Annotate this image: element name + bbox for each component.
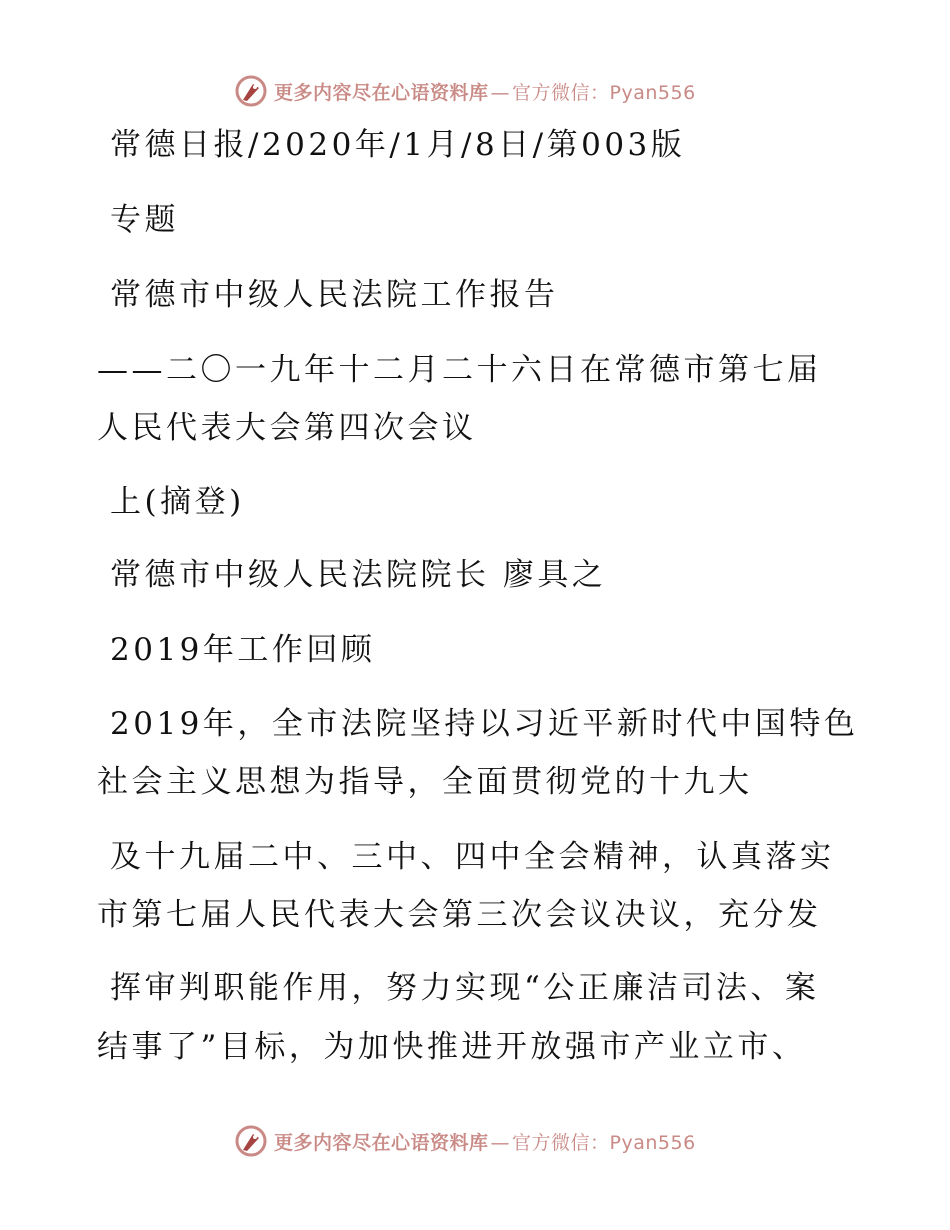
doc-line-subtitle-1: ——二〇一九年十二月二十六日在常德市第七届: [97, 352, 822, 388]
doc-line-body-2: 社会主义思想为指导，全面贯彻党的十九大: [97, 764, 753, 800]
pen-nib-circle-icon: [234, 1124, 268, 1158]
doc-line-source: 常德日报/2020年/1月/8日/第003版: [110, 127, 686, 163]
doc-line-author: 常德市中级人民法院院长 廖具之: [110, 557, 607, 593]
doc-line-body-3: 及十九届二中、三中、四中全会精神，认真落实: [110, 839, 835, 875]
doc-line-body-6: 结事了”目标，为加快推进开放强市产业立市、: [97, 1029, 807, 1065]
doc-line-subtitle-3: 上(摘登): [110, 484, 245, 520]
footer-watermark: [234, 1121, 696, 1161]
watermark-text: 更多内容尽在心语资料库 — 官方微信：Pyan556: [274, 1131, 696, 1154]
pen-nib-circle-icon: [234, 74, 268, 108]
doc-line-body-1: 2019年，全市法院坚持以习近平新时代中国特色: [110, 706, 859, 742]
doc-line-section: 专题: [110, 202, 179, 238]
doc-line-body-4: 市第七届人民代表大会第三次会议决议，充分发: [97, 897, 822, 933]
watermark-text: 更多内容尽在心语资料库 — 官方微信：Pyan556: [274, 81, 696, 104]
doc-line-subtitle-2: 人民代表大会第四次会议: [97, 410, 477, 446]
doc-line-heading: 2019年工作回顾: [110, 632, 376, 668]
doc-line-title: 常德市中级人民法院工作报告: [110, 277, 559, 313]
header-watermark: [234, 71, 696, 111]
doc-line-body-5: 挥审判职能作用，努力实现“公正廉洁司法、案: [110, 970, 820, 1006]
